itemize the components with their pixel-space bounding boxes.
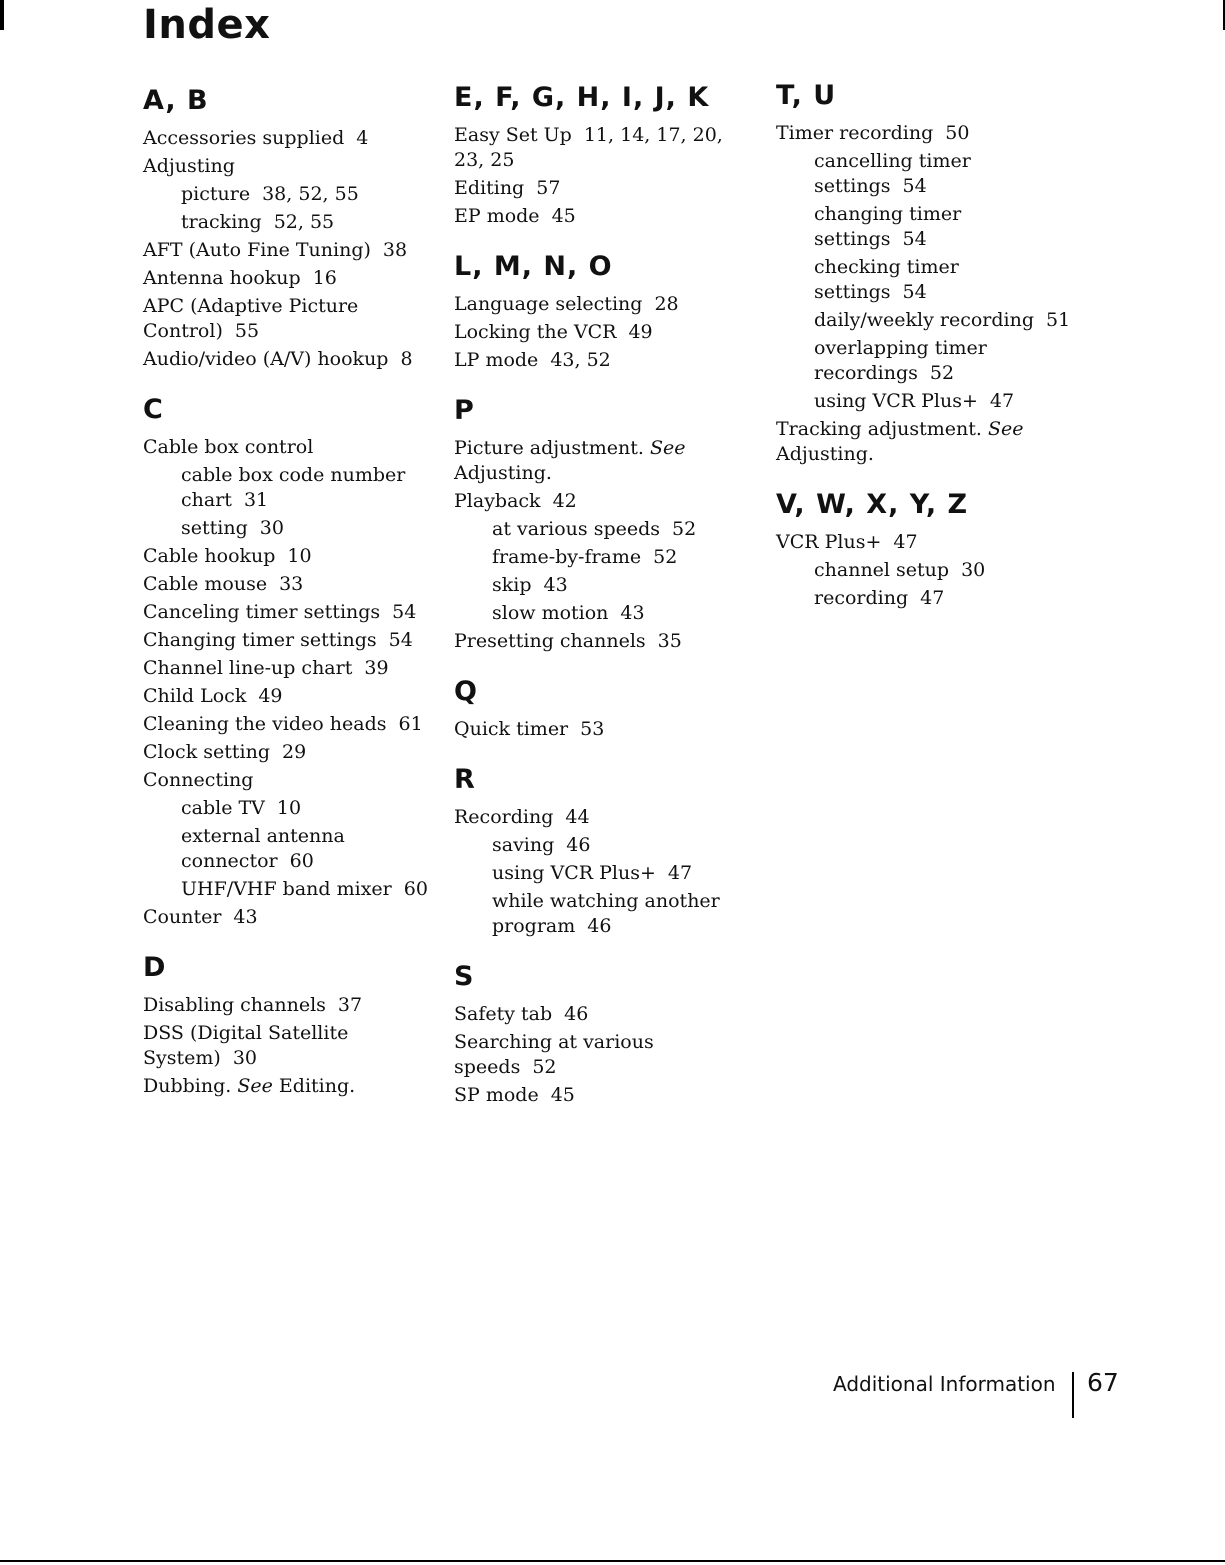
- entry-term: checking timer settings: [814, 256, 959, 303]
- index-entry: [454, 717, 754, 742]
- index-section: [454, 961, 754, 1108]
- index-section: [776, 489, 1076, 611]
- entry-page-numbers: 47: [920, 587, 945, 609]
- entry-term: Easy Set Up: [454, 124, 572, 146]
- index-entry: [143, 905, 433, 930]
- index-entry: [143, 294, 433, 344]
- index-entry: [143, 1021, 433, 1071]
- index-entry: [143, 266, 433, 291]
- entry-term: UHF/VHF band mixer: [181, 878, 392, 900]
- entry-page-numbers: 52: [532, 1056, 557, 1078]
- index-section: [143, 394, 433, 930]
- index-column-3: [776, 80, 1076, 633]
- entry-term: Clock setting: [143, 741, 270, 763]
- entry-term: cable box code number chart: [181, 464, 406, 511]
- entry-term: Antenna hookup: [143, 267, 301, 289]
- index-subentry: [492, 545, 754, 570]
- index-section: [143, 85, 433, 372]
- section-letter-heading: C: [143, 394, 164, 425]
- entry-term: Timer recording: [776, 122, 934, 144]
- entry-page-numbers: 39: [364, 657, 389, 679]
- see-reference-label: See: [237, 1075, 273, 1097]
- index-section: [454, 764, 754, 939]
- entry-term: Audio/video (A/V) hookup: [143, 348, 389, 370]
- entry-page-numbers: 55: [234, 320, 260, 342]
- index-column-1: [143, 85, 433, 1121]
- index-entry: [143, 656, 433, 681]
- index-subentry: [814, 308, 1076, 333]
- entry-page-numbers: 43: [233, 906, 258, 928]
- bottom-rule: [0, 1560, 1225, 1562]
- index-subentry: [181, 796, 433, 821]
- index-entry: [776, 530, 1076, 555]
- index-subentry: [492, 517, 754, 542]
- entry-term: Tracking adjustment.: [776, 418, 982, 440]
- entry-term: AFT (Auto Fine Tuning): [143, 239, 371, 261]
- entry-term: recording: [814, 587, 909, 609]
- entry-term: Playback: [454, 490, 541, 512]
- index-entry: [776, 121, 1076, 146]
- entry-term: Quick timer: [454, 718, 569, 740]
- section-letter-heading: Q: [454, 676, 478, 707]
- index-entry: [143, 712, 433, 737]
- entry-page-numbers: 45: [550, 1084, 575, 1106]
- entry-term: Disabling channels: [143, 994, 326, 1016]
- index-subentry: [814, 255, 1076, 305]
- entry-page-numbers: 54: [902, 281, 927, 303]
- entry-page-numbers: 54: [392, 601, 417, 623]
- index-subentry: [181, 463, 433, 513]
- index-subentry: [814, 336, 1076, 386]
- entry-term: skip: [492, 574, 532, 596]
- entry-page-numbers: 46: [587, 915, 612, 937]
- entry-term: DSS (Digital Satellite System): [143, 1022, 349, 1069]
- index-section: [143, 952, 433, 1099]
- entry-page-numbers: 61: [398, 713, 423, 735]
- index-subentry: [814, 389, 1076, 414]
- entry-page-numbers: 52: [929, 362, 955, 384]
- entry-page-numbers: 60: [289, 850, 314, 872]
- entry-term: picture: [181, 183, 251, 205]
- entry-page-numbers: 35: [657, 630, 682, 652]
- entry-page-numbers: 38: [382, 239, 408, 261]
- entry-page-numbers: 51: [1046, 309, 1071, 331]
- entry-term: overlapping timer recordings: [814, 337, 987, 384]
- index-subentry: [492, 573, 754, 598]
- index-entry: [143, 238, 433, 263]
- entry-term: Picture adjustment.: [454, 437, 644, 459]
- index-section: [454, 251, 754, 373]
- entry-page-numbers: 28: [654, 293, 679, 315]
- entry-term: changing timer settings: [814, 203, 962, 250]
- entry-page-numbers: 54: [902, 228, 927, 250]
- entry-term: Connecting: [143, 769, 254, 791]
- section-letter-heading: D: [143, 952, 167, 983]
- index-entry: [143, 126, 433, 151]
- index-entry: [454, 1030, 754, 1080]
- entry-page-numbers: 47: [989, 390, 1015, 412]
- entry-term: frame-by-frame: [492, 546, 642, 568]
- section-letter-heading: P: [454, 395, 475, 426]
- entry-term: Accessories supplied: [143, 127, 345, 149]
- index-subentry: [181, 210, 433, 235]
- index-subentry: [181, 824, 433, 874]
- entry-term: tracking: [181, 211, 262, 233]
- entry-page-numbers: 47: [667, 862, 693, 884]
- index-entry: [143, 435, 433, 460]
- index-entry: [143, 600, 433, 625]
- entry-term: Searching at various speeds: [454, 1031, 654, 1078]
- entry-term: while watching another program: [492, 890, 720, 937]
- see-reference-target: Adjusting.: [454, 462, 552, 484]
- entry-term: Safety tab: [454, 1003, 553, 1025]
- entry-term: setting: [181, 517, 248, 539]
- section-letter-heading: V, W, X, Y, Z: [776, 489, 969, 520]
- see-reference-target: Editing.: [278, 1075, 356, 1097]
- entry-term: Dubbing.: [143, 1075, 232, 1097]
- entry-term: Presetting channels: [454, 630, 646, 652]
- entry-term: Editing: [454, 177, 525, 199]
- entry-term: cancelling timer settings: [814, 150, 971, 197]
- entry-page-numbers: 52, 55: [273, 211, 335, 233]
- section-letter-heading: S: [454, 961, 475, 992]
- see-reference-label: See: [649, 437, 686, 459]
- page-title: Index: [143, 2, 271, 48]
- entry-page-numbers: 50: [945, 122, 970, 144]
- section-letter-heading: A, B: [143, 85, 209, 116]
- entry-term: using VCR Plus+: [492, 862, 656, 884]
- entry-term: Language selecting: [454, 293, 643, 315]
- index-entry: [454, 320, 754, 345]
- index-entry: [454, 629, 754, 654]
- entry-term: Cable box control: [143, 436, 314, 458]
- entry-page-numbers: 4: [356, 127, 369, 149]
- entry-page-numbers: 11, 14, 17, 20, 23, 25: [454, 124, 723, 171]
- entry-page-numbers: 49: [628, 321, 653, 343]
- entry-term: SP mode: [454, 1084, 539, 1106]
- entry-term: Cable hookup: [143, 545, 276, 567]
- section-letter-heading: E, F, G, H, I, J, K: [454, 82, 710, 113]
- index-entry: [454, 348, 754, 373]
- entry-term: cable TV: [181, 797, 265, 819]
- entry-page-numbers: 10: [287, 545, 312, 567]
- entry-term: EP mode: [454, 205, 540, 227]
- entry-page-numbers: 16: [312, 267, 337, 289]
- entry-page-numbers: 33: [279, 573, 304, 595]
- index-entry: [143, 1074, 433, 1099]
- index-entry: [143, 154, 433, 179]
- entry-term: external antenna connector: [181, 825, 345, 872]
- entry-term: channel setup: [814, 559, 950, 581]
- entry-page-numbers: 44: [565, 806, 590, 828]
- section-letter-heading: T, U: [776, 80, 837, 111]
- index-subentry: [814, 149, 1076, 199]
- entry-page-numbers: 29: [282, 741, 307, 763]
- entry-page-numbers: 38, 52, 55: [262, 183, 359, 205]
- entry-term: Changing timer settings: [143, 629, 377, 651]
- entry-page-numbers: 8: [400, 348, 413, 370]
- index-entry: [143, 993, 433, 1018]
- index-entry: [143, 740, 433, 765]
- index-subentry: [814, 202, 1076, 252]
- entry-page-numbers: 42: [552, 490, 577, 512]
- entry-page-numbers: 30: [232, 1047, 257, 1069]
- entry-term: Canceling timer settings: [143, 601, 381, 623]
- entry-page-numbers: 43: [543, 574, 568, 596]
- index-entry: [143, 347, 433, 372]
- entry-page-numbers: 10: [276, 797, 302, 819]
- index-entry: [454, 1083, 754, 1108]
- entry-page-numbers: 52: [672, 518, 697, 540]
- entry-term: saving: [492, 834, 555, 856]
- index-entry: [454, 489, 754, 514]
- index-column-2: [454, 82, 754, 1130]
- index-entry: [454, 1002, 754, 1027]
- entry-page-numbers: 30: [961, 559, 986, 581]
- entry-term: Cleaning the video heads: [143, 713, 387, 735]
- index-entry: [143, 768, 433, 793]
- entry-term: APC (Adaptive Picture Control): [143, 295, 359, 342]
- index-subentry: [181, 877, 433, 902]
- entry-page-numbers: 31: [243, 489, 269, 511]
- entry-term: Recording: [454, 806, 554, 828]
- page-number: 67: [1087, 1368, 1119, 1397]
- see-reference-target: Adjusting.: [776, 443, 874, 465]
- footer-section-title: Additional Information: [833, 1372, 1056, 1396]
- index-subentry: [814, 558, 1076, 583]
- entry-page-numbers: 54: [902, 175, 927, 197]
- entry-term: VCR Plus+: [776, 531, 882, 553]
- entry-term: Adjusting: [143, 155, 235, 177]
- index-entry: [454, 123, 754, 173]
- index-subentry: [492, 889, 754, 939]
- entry-term: using VCR Plus+: [814, 390, 978, 412]
- index-entry: [776, 417, 1076, 467]
- index-entry: [454, 805, 754, 830]
- index-entry: [454, 436, 754, 486]
- index-entry: [143, 572, 433, 597]
- entry-term: Cable mouse: [143, 573, 268, 595]
- section-letter-heading: R: [454, 764, 476, 795]
- entry-term: LP mode: [454, 349, 539, 371]
- entry-term: Counter: [143, 906, 222, 928]
- section-letter-heading: L, M, N, O: [454, 251, 613, 282]
- index-subentry: [492, 601, 754, 626]
- index-entry: [454, 176, 754, 201]
- entry-page-numbers: 54: [388, 629, 413, 651]
- see-reference-label: See: [987, 418, 1024, 440]
- index-subentry: [181, 516, 433, 541]
- entry-term: slow motion: [492, 602, 609, 624]
- index-subentry: [181, 182, 433, 207]
- index-subentry: [492, 833, 754, 858]
- entry-term: Channel line-up chart: [143, 657, 353, 679]
- entry-page-numbers: 45: [551, 205, 576, 227]
- index-section: [776, 80, 1076, 467]
- registration-mark-left: [0, 0, 4, 30]
- entry-page-numbers: 37: [337, 994, 363, 1016]
- entry-page-numbers: 30: [259, 517, 284, 539]
- index-entry: [143, 544, 433, 569]
- footer-divider: [1072, 1372, 1074, 1418]
- index-entry: [454, 292, 754, 317]
- entry-page-numbers: 52: [653, 546, 678, 568]
- index-section: [454, 82, 754, 229]
- index-entry: [143, 684, 433, 709]
- entry-page-numbers: 43: [620, 602, 645, 624]
- entry-page-numbers: 46: [566, 834, 591, 856]
- entry-page-numbers: 57: [536, 177, 561, 199]
- index-section: [454, 395, 754, 654]
- entry-page-numbers: 47: [893, 531, 918, 553]
- entry-page-numbers: 53: [580, 718, 605, 740]
- entry-page-numbers: 60: [403, 878, 428, 900]
- entry-term: Locking the VCR: [454, 321, 617, 343]
- entry-term: daily/weekly recording: [814, 309, 1035, 331]
- index-entry: [454, 204, 754, 229]
- entry-page-numbers: 43, 52: [550, 349, 611, 371]
- entry-page-numbers: 46: [564, 1003, 589, 1025]
- index-subentry: [814, 586, 1076, 611]
- index-entry: [143, 628, 433, 653]
- index-subentry: [492, 861, 754, 886]
- entry-page-numbers: 49: [258, 685, 283, 707]
- index-section: [454, 676, 754, 742]
- entry-term: Child Lock: [143, 685, 247, 707]
- entry-term: at various speeds: [492, 518, 661, 540]
